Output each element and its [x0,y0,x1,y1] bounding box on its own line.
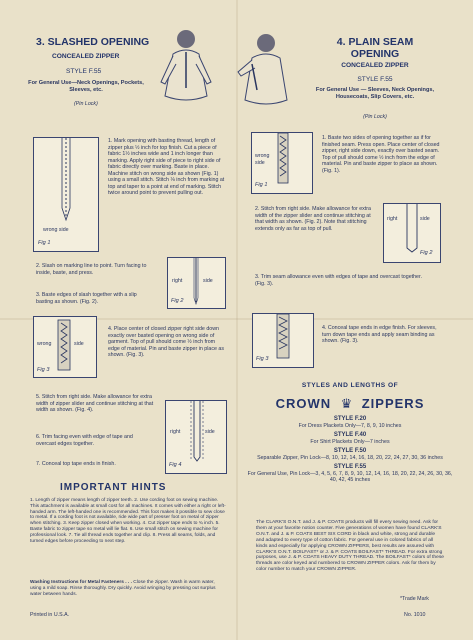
right-fig1-label-a: wrong [255,153,270,159]
style-item-f50: STYLE F.50 [333,448,367,454]
section-4-heading-line2: OPENING [350,48,400,60]
left-step-3: 3. Baste edges of slash together with a slip basting as shown. (Fig. 2). [36,292,137,305]
crown-zippers-brand [245,395,455,413]
styles-title: STYLES AND LENGTHS OF [301,382,399,389]
left-step-7: 7. Conceal top tape ends in finish. [36,461,116,467]
left-step-4: 4. Place center of closed zipper right side down exactly over basted opening on wrong side of garment. Top of pull should come ½ inch from edge of material. Pin and baste zipper in place as shown. (Fig. 3). [108,326,225,358]
right-step-3: 3. Trim seam allowance even with edges of tape and overcast together. (Fig. 3). [255,274,422,287]
washing-title: Washing Instructions for Metal Fasteners . . . [30,580,132,585]
left-fig2-label-a: right [172,278,183,284]
hints-title: IMPORTANT HINTS [60,482,167,493]
left-fig4-caption: Fig 4 [169,462,182,468]
coats-thread-text: The CLARK'S O.N.T. and J. & P. COATS products will fill every sewing need. Ask for them at your favorite notion counter. Five generations of women have found CLARK'S O.N.T. and J. & P. COATS BEST SIX CORD in black and white, strong and durable and adapted to every type of cotton fabric. For general use in colored fabrics of all kinds and especially for applying CROWN ZIPPERS, best results are assured with CLARK'S O.N.T. BOILFAST* or J. & P. COATS BOILFAST* THREAD. For extra strong purposes, use J. & P. COATS HEAVY DUTY THREAD. The BOILFAST* colors of these threads are color keyed and numbered to CROWN ZIPPER colors. Ask for them by color number to match your CROWN ZIPPER. [256,520,444,573]
right-figure-3 [252,313,314,368]
section-3-subheading: CONCEALED ZIPPER [52,53,120,60]
left-figure-1 [33,137,99,252]
woman-back-illustration [155,26,217,114]
style-item-f40: STYLE F.40 [333,432,367,438]
left-figure-4 [165,400,227,474]
left-fig3-label-a: wrong [37,341,52,347]
section-3-heading: 3. SLASHED OPENING [36,36,150,48]
left-step-5: 5. Stitch from right side. Make allowance for extra width of zipper slider and continue stitching at that width as shown. (Fig. 4). [36,394,154,413]
right-step-2: 2. Stitch from right side. Make allowance for extra width of the zipper slider and continue stitching at that width as shown. (Fig. 2). Note that stitching extends only as far as top of pull. [255,206,371,232]
hints-body: 1. Length of zipper means length of zipper teeth. 2. Use cording foot on sewing machine. This attachment is available at small cost for all machines. It comes with either a right or left-handed arm. The left-handed one is recommended. This foot makes it possible to sew close to metal. If a cording foot is not available, ride wide part of presser foot on metal of zipper when stitching. 3. Keep zipper closed when working. 4. Cut zipper tape ends to ¾ inch. 5. Baste fabric to zipper tape so metal will lie flat. 6. Use small stitch on sewing machine for professional look. 7. Tie all thread ends together and clip. 8. Press all seams, folds, and turned edges before proceeding to next step. [30,498,226,544]
trademark-note: *Trade Mark [400,596,429,602]
right-fig2-label-b: side [420,216,430,222]
style-desc-f40: For Shirt Plackets Only—7 inches [310,438,390,445]
crown-icon: ♛ [340,396,353,411]
left-fig1-caption: Fig 1 [38,240,51,246]
style-desc-f50: Separable Zipper, Pin Lock—8, 10, 12, 14, 16, 18, 20, 22, 24, 27, 30, 36 inches [257,454,443,461]
washing-body: Close the zipper. Wash in warm water, using a mild soap. Rinse thoroughly. Dry quickly. Avoid wringing by pressing out surplus water between hands. [30,580,216,597]
right-fig1-caption: Fig 1 [255,182,268,188]
left-fig4-label-b: side [205,429,215,435]
section-3-use: For General Use—Neck Openings, Pockets, Sleeves, etc. [28,80,144,93]
right-figure-1 [251,132,313,194]
style-item-f55: STYLE F.55 [333,464,367,470]
right-fig2-label-a: right [387,216,398,222]
section-3-lock: (Pin Lock) [74,101,98,107]
document-number: No. 1010 [404,612,426,618]
left-figure-3 [33,316,97,378]
right-fig3-caption: Fig 3 [256,356,269,362]
right-fig2-caption: Fig 2 [420,250,433,256]
left-fig3-label-b: side [74,341,84,347]
left-step-1: 1. Mark opening with basting thread, length of zipper plus ½ inch for top finish. Cut a piece of fabric 1½ inches wide and 1 inch longer than marking. Apply right side of piece to right side of fabric directly over marking. Baste in place. Machine stitch on wrong side as shown (Fig. 1) using a small stitch. Stitch ⅛ inch from marking at top and taper to a point at end of marking. Stitch twice around point to prevent pulling out. [108,138,225,196]
right-figure-2 [383,203,441,263]
style-item-f20: STYLE F.20 [333,416,367,422]
left-step-6: 6. Trim facing even with edge of tape and overcast edges together. [36,434,133,447]
brand-crown: CROWN [275,396,332,411]
right-step-4: 4. Conceal tape ends in edge finish. For sleeves, turn down tape ends and apply seam binding as shown. (Fig. 3). [322,325,437,344]
left-figure-2 [167,257,226,309]
brand-zippers: ZIPPERS [361,396,425,411]
washing-instructions [30,580,226,597]
right-fig1-label-b: side [255,160,265,166]
left-fig2-caption: Fig 2 [171,298,184,304]
woman-front-illustration [233,30,299,114]
left-fig3-caption: Fig 3 [37,367,50,373]
style-desc-f20: For Dress Plackets Only—7, 8, 9, 10 inches [298,422,402,429]
style-list [245,416,455,484]
left-fig2-label-b: side [203,278,213,284]
section-4-subheading: CONCEALED ZIPPER [341,62,409,69]
section-3-style: STYLE F.55 [66,68,102,75]
section-4-heading-line1: 4. PLAIN SEAM [336,36,414,48]
left-fig1-label: wrong side [43,227,69,233]
section-4-style: STYLE F.55 [357,76,393,83]
section-4-lock: (Pin Lock) [363,114,387,120]
left-fig4-label-a: right [170,429,181,435]
left-step-2: 2. Slash on marking line to point. Turn facing to inside, baste, and press. [36,263,147,276]
right-step-1: 1. Baste two sides of opening together as if for finished seam. Press open. Place center of closed zipper, right side down, exactly over basted seam. Top of pull should come ½ inch from the edge of material. Pin and baste zipper to place as shown. (Fig. 1). [322,135,440,174]
section-4-use: For General Use — Sleeves, Neck Openings, Housecoats, Slip Covers, etc. [315,87,435,100]
printed-in: Printed in U.S.A. [30,612,70,618]
style-desc-f55: For General Use, Pin Lock—3, 4, 5, 6, 7, 8, 9, 10, 12, 14, 16, 18, 20, 22, 24, 26, 30, 36, 40, 42, 45 inches [247,470,453,483]
